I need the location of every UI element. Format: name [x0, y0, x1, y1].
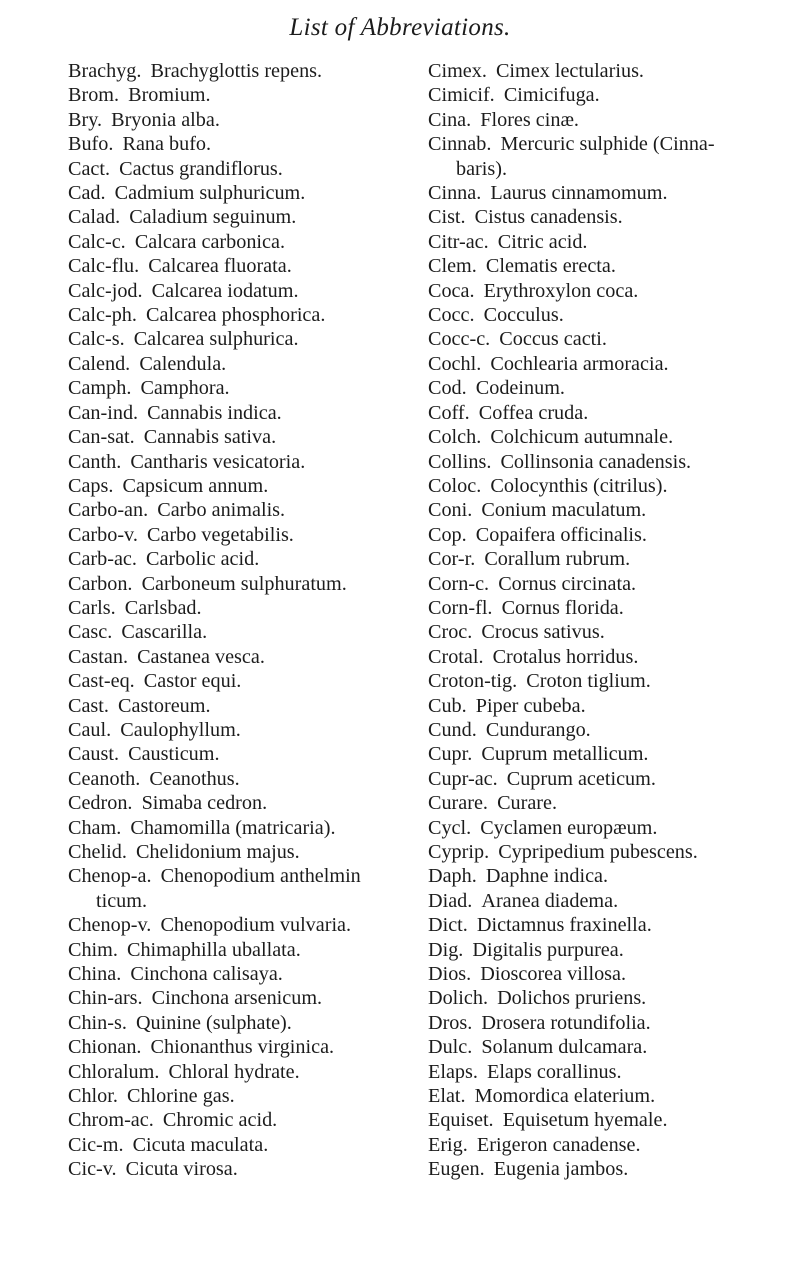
abbreviation-expansion: Dolichos pruriens.	[497, 987, 647, 1010]
abbreviation-entry	[68, 181, 368, 205]
abbreviation-term: Cedron.	[68, 792, 133, 815]
abbreviation-entry	[68, 840, 368, 864]
abbreviation-entry	[68, 1011, 368, 1035]
abbreviation-entry	[68, 1108, 368, 1132]
abbreviation-expansion: Cuprum aceticum.	[506, 767, 656, 790]
page-title: List of Abbreviations.	[289, 14, 511, 41]
abbreviation-entry	[68, 254, 368, 278]
abbreviation-term: Chenop-a.	[68, 865, 152, 888]
abbreviation-term: Collins.	[428, 450, 492, 473]
abbreviation-expansion: Colchicum autumnale.	[490, 426, 674, 449]
abbreviation-entry	[68, 620, 368, 644]
abbreviation-entry	[428, 962, 770, 986]
abbreviation-entry	[428, 840, 770, 864]
abbreviation-expansion: Carbo vegetabilis.	[146, 523, 294, 546]
abbreviation-term: Cyprip.	[428, 841, 490, 863]
abbreviation-expansion: Castor equi.	[143, 670, 242, 693]
abbreviation-term: Calc-flu.	[68, 255, 140, 278]
abbreviation-term: Brom.	[68, 84, 120, 107]
abbreviation-expansion: Daphne indica.	[485, 865, 609, 888]
abbreviation-entry	[68, 1133, 368, 1157]
abbreviation-entry	[428, 938, 770, 962]
abbreviation-expansion: Chenopodium vulvaria.	[160, 914, 352, 937]
abbreviation-term: Bry.	[68, 108, 103, 131]
abbreviation-entry	[68, 1035, 368, 1059]
abbreviation-expansion: Crocus sativus.	[481, 621, 605, 644]
abbreviation-expansion: Corallum rubrum.	[484, 548, 631, 571]
abbreviation-entry	[68, 205, 368, 229]
abbreviation-term: Carbo-v.	[68, 523, 138, 546]
abbreviation-entry	[68, 450, 368, 474]
abbreviation-entry	[68, 742, 368, 766]
abbreviation-expansion: Momordica elaterium.	[474, 1085, 656, 1108]
abbreviation-term: Chim.	[68, 938, 118, 961]
abbreviation-expansion: Codeinum.	[475, 377, 565, 400]
abbreviation-entry	[68, 1157, 368, 1181]
abbreviation-entry	[68, 694, 368, 718]
abbreviation-term: Dolich.	[428, 987, 488, 1010]
abbreviation-term: Dict.	[428, 914, 468, 937]
abbreviation-entry	[68, 645, 368, 669]
abbreviation-expansion: Cinchona arsenicum.	[151, 987, 323, 1010]
abbreviation-entry	[68, 83, 368, 107]
abbreviation-expansion: Brachyglottis repens.	[150, 60, 323, 82]
abbreviation-expansion: Carbo animalis.	[157, 499, 286, 522]
abbreviation-entry	[68, 669, 368, 693]
abbreviation-entry	[68, 474, 368, 498]
abbreviation-entry	[428, 864, 770, 888]
abbreviation-term: Caust.	[68, 743, 120, 766]
abbreviation-term: Clem.	[428, 255, 477, 278]
right-column	[428, 59, 770, 1182]
abbreviation-expansion: Colocynthis (citrilus).	[490, 474, 668, 497]
abbreviation-expansion: Piper cubeba.	[475, 694, 586, 717]
abbreviation-term: Chin-s.	[68, 1011, 127, 1034]
abbreviation-expansion-continued: ticum.	[96, 889, 148, 912]
abbreviation-term: Carbo-an.	[68, 499, 149, 522]
abbreviation-term: Eugen.	[428, 1158, 485, 1181]
abbreviation-entry	[428, 718, 770, 742]
abbreviation-entry	[428, 1133, 770, 1157]
abbreviation-entry	[428, 913, 770, 937]
abbreviation-entry	[68, 791, 368, 815]
abbreviation-entry	[428, 181, 770, 205]
abbreviation-expansion: Cannabis sativa.	[143, 426, 277, 449]
abbreviation-term: Castan.	[68, 645, 128, 668]
abbreviation-entry	[68, 303, 368, 327]
abbreviation-term: Cic-m.	[68, 1133, 124, 1156]
abbreviation-expansion: Castanea vesca.	[137, 645, 265, 668]
abbreviation-expansion: Castoreum.	[118, 694, 211, 717]
abbreviation-expansion: Collinsonia canadensis.	[500, 450, 692, 473]
abbreviation-term: Cimex.	[428, 60, 487, 82]
abbreviation-term: Chin-ars.	[68, 987, 143, 1010]
abbreviation-entry	[68, 572, 368, 596]
abbreviation-entry	[428, 547, 770, 571]
abbreviation-entry	[68, 108, 368, 132]
abbreviation-expansion: Calcarea phosphorica.	[146, 304, 326, 327]
abbreviation-term: Chrom-ac.	[68, 1109, 154, 1132]
abbreviation-entry	[428, 450, 770, 474]
abbreviation-expansion: Croton tiglium.	[526, 670, 651, 693]
abbreviation-expansion: Cicuta virosa.	[125, 1158, 238, 1181]
abbreviation-entry	[428, 474, 770, 498]
abbreviation-term: Cina.	[428, 108, 472, 131]
abbreviation-entry	[428, 1011, 770, 1035]
abbreviation-expansion: Cornus florida.	[501, 596, 624, 619]
abbreviation-expansion: Cochlearia armoracia.	[490, 352, 669, 375]
abbreviation-entry	[68, 498, 368, 522]
abbreviation-expansion: Cimex lectularius.	[495, 60, 644, 82]
abbreviation-term: Cub.	[428, 694, 467, 717]
abbreviation-entry	[428, 1108, 770, 1132]
abbreviation-term: Cinnab.	[428, 133, 492, 156]
abbreviation-expansion: Carlsbad.	[124, 596, 202, 619]
abbreviation-expansion: Cocculus.	[483, 304, 564, 327]
abbreviation-expansion: Cornus circinata.	[498, 572, 637, 595]
abbreviation-term: Calc-s.	[68, 328, 125, 351]
abbreviation-expansion: Calcara carbonica.	[134, 230, 285, 253]
abbreviation-expansion: Citric acid.	[497, 230, 588, 253]
abbreviation-term: Dulc.	[428, 1036, 473, 1059]
abbreviation-term: Caps.	[68, 474, 114, 497]
abbreviation-entry	[428, 83, 770, 107]
abbreviation-term: Calc-jod.	[68, 279, 143, 302]
abbreviation-term: Citr-ac.	[428, 230, 489, 253]
abbreviation-term: Can-ind.	[68, 401, 139, 424]
abbreviation-term: Chenop-v.	[68, 914, 152, 937]
abbreviation-entry	[68, 376, 368, 400]
abbreviation-entry	[68, 279, 368, 303]
abbreviation-term: Cimicif.	[428, 84, 495, 107]
abbreviation-expansion: Erythroxylon coca.	[483, 279, 639, 302]
abbreviation-entry	[68, 523, 368, 547]
abbreviation-entry	[428, 376, 770, 400]
abbreviation-entry	[68, 986, 368, 1010]
abbreviation-entry	[428, 572, 770, 596]
abbreviation-entry	[428, 816, 770, 840]
abbreviation-expansion: Mercuric sulphide (Cinna-	[500, 133, 715, 156]
abbreviation-expansion: Camphora.	[140, 377, 230, 400]
abbreviation-expansion: Calcarea fluorata.	[148, 255, 292, 278]
abbreviation-term: Cast-eq.	[68, 670, 135, 693]
abbreviation-expansion: Cuprum metallicum.	[481, 743, 649, 766]
abbreviation-expansion: Chloral hydrate.	[168, 1060, 300, 1083]
abbreviation-expansion: Cyclamen europæum.	[480, 816, 658, 839]
abbreviation-expansion-continued: baris).	[456, 157, 508, 180]
abbreviation-entry	[428, 1035, 770, 1059]
abbreviation-entry	[428, 205, 770, 229]
abbreviation-entry	[68, 401, 368, 425]
abbreviation-entry	[428, 279, 770, 303]
abbreviation-term: Cham.	[68, 816, 122, 839]
abbreviation-term: Coloc.	[428, 474, 482, 497]
abbreviation-entry	[68, 547, 368, 571]
abbreviation-entry	[428, 1060, 770, 1084]
abbreviation-expansion: Aranea diadema.	[481, 889, 619, 912]
abbreviation-expansion: Cadmium sulphuricum.	[114, 182, 306, 205]
abbreviation-term: Cycl.	[428, 816, 472, 839]
abbreviation-term: Corn-c.	[428, 572, 490, 595]
abbreviation-expansion: Carboneum sulphuratum.	[141, 572, 347, 595]
abbreviation-expansion: Chromic acid.	[162, 1109, 278, 1132]
abbreviation-entry	[68, 327, 368, 351]
abbreviation-term: Cod.	[428, 377, 467, 400]
abbreviation-expansion: Rana bufo.	[122, 133, 212, 156]
abbreviation-term: Cinna.	[428, 182, 482, 205]
abbreviation-term: Coca.	[428, 279, 475, 302]
abbreviation-expansion: Cascarilla.	[121, 621, 208, 644]
abbreviation-entry	[68, 864, 368, 913]
abbreviation-term: Cad.	[68, 182, 106, 205]
abbreviation-expansion: Coccus cacti.	[499, 328, 607, 351]
abbreviation-expansion: Cantharis vesicatoria.	[130, 450, 306, 473]
abbreviation-term: Cochl.	[428, 352, 482, 375]
abbreviation-expansion: Conium maculatum.	[481, 499, 647, 522]
abbreviation-term: Calend.	[68, 352, 131, 375]
abbreviation-expansion: Cimicifuga.	[503, 84, 600, 107]
abbreviation-expansion: Digitalis purpurea.	[472, 938, 624, 961]
abbreviation-entry	[68, 767, 368, 791]
abbreviation-entry	[428, 303, 770, 327]
abbreviation-term: Ceanoth.	[68, 767, 141, 790]
abbreviation-term: Daph.	[428, 865, 477, 888]
abbreviation-term: Chionan.	[68, 1036, 142, 1059]
abbreviation-term: Brachyg.	[68, 60, 142, 82]
abbreviation-expansion: Dictamnus fraxinella.	[476, 914, 652, 937]
abbreviation-term: Coff.	[428, 401, 470, 424]
abbreviation-entry	[428, 132, 770, 181]
abbreviation-expansion: Quinine (sulphate).	[135, 1011, 292, 1034]
abbreviation-expansion: Equisetum hyemale.	[502, 1109, 668, 1132]
abbreviation-expansion: Clematis erecta.	[485, 255, 616, 278]
abbreviation-term: Corn-fl.	[428, 596, 493, 619]
abbreviation-term: Colch.	[428, 426, 482, 449]
abbreviation-entry	[428, 425, 770, 449]
abbreviation-entry	[68, 962, 368, 986]
abbreviation-term: Chelid.	[68, 841, 127, 863]
abbreviation-expansion: Flores cinæ.	[480, 108, 579, 131]
abbreviation-expansion: Chlorine gas.	[127, 1085, 235, 1108]
abbreviation-entry	[68, 913, 368, 937]
abbreviation-term: Elat.	[428, 1085, 466, 1108]
abbreviation-term: Canth.	[68, 450, 122, 473]
abbreviation-term: Elaps.	[428, 1060, 478, 1083]
abbreviation-expansion: Crotalus horridus.	[492, 645, 639, 668]
abbreviation-entry	[68, 1060, 368, 1084]
abbreviation-term: Bufo.	[68, 133, 114, 156]
abbreviation-expansion: Curare.	[497, 792, 558, 815]
abbreviation-term: China.	[68, 963, 122, 986]
abbreviation-term: Dios.	[428, 963, 472, 986]
abbreviation-term: Cocc-c.	[428, 328, 491, 351]
left-column	[68, 59, 368, 1182]
abbreviation-term: Dig.	[428, 938, 464, 961]
abbreviation-expansion: Cypripedium pubescens.	[498, 841, 698, 863]
abbreviation-entry	[428, 401, 770, 425]
abbreviation-term: Camph.	[68, 377, 132, 400]
abbreviation-entry	[68, 230, 368, 254]
abbreviation-term: Carbon.	[68, 572, 133, 595]
abbreviation-entry	[428, 596, 770, 620]
abbreviation-entry	[428, 767, 770, 791]
abbreviation-expansion: Ceanothus.	[149, 767, 240, 790]
abbreviation-entry	[68, 157, 368, 181]
abbreviation-expansion: Bryonia alba.	[111, 108, 220, 131]
abbreviation-term: Cupr.	[428, 743, 473, 766]
abbreviation-term: Croc.	[428, 621, 473, 644]
abbreviation-expansion: Caulophyllum.	[120, 718, 241, 741]
abbreviation-entry	[428, 889, 770, 913]
abbreviation-entry	[428, 986, 770, 1010]
abbreviation-expansion: Calcarea sulphurica.	[133, 328, 299, 351]
abbreviation-entry	[428, 742, 770, 766]
abbreviation-term: Diad.	[428, 889, 473, 912]
abbreviation-term: Cop.	[428, 523, 467, 546]
abbreviation-term: Crotal.	[428, 645, 484, 668]
abbreviation-expansion: Calcarea iodatum.	[151, 279, 299, 302]
abbreviation-entry	[428, 254, 770, 278]
abbreviation-expansion: Capsicum annum.	[122, 474, 269, 497]
abbreviation-expansion: Laurus cinnamomum.	[490, 182, 668, 205]
abbreviation-expansion: Chenopodium anthelmin	[160, 865, 361, 888]
abbreviation-term: Erig.	[428, 1133, 468, 1156]
abbreviation-entry	[68, 59, 368, 83]
abbreviation-entry	[428, 1084, 770, 1108]
abbreviation-expansion: Copaifera officinalis.	[475, 523, 647, 546]
abbreviation-entry	[68, 938, 368, 962]
abbreviation-expansion: Chelidonium majus.	[135, 841, 300, 863]
abbreviation-expansion: Chionanthus virginica.	[150, 1036, 335, 1059]
abbreviation-term: Caul.	[68, 718, 112, 741]
abbreviation-term: Calad.	[68, 206, 121, 229]
abbreviation-term: Cist.	[428, 206, 466, 229]
abbreviation-expansion: Chamomilla (matricaria).	[130, 816, 336, 839]
abbreviation-term: Cic-v.	[68, 1158, 117, 1181]
abbreviation-entry	[428, 1157, 770, 1181]
abbreviation-entry	[428, 669, 770, 693]
abbreviation-entry	[428, 230, 770, 254]
abbreviation-entry	[68, 816, 368, 840]
abbreviation-entry	[428, 791, 770, 815]
abbreviation-term: Dros.	[428, 1011, 473, 1034]
abbreviation-expansion: Dioscorea villosa.	[480, 963, 627, 986]
abbreviation-entry	[428, 108, 770, 132]
abbreviation-expansion: Caladium seguinum.	[129, 206, 297, 229]
abbreviation-entry	[68, 132, 368, 156]
abbreviation-entry	[68, 425, 368, 449]
abbreviation-entry	[428, 59, 770, 83]
abbreviation-expansion: Bromium.	[128, 84, 211, 107]
abbreviation-entry	[428, 645, 770, 669]
abbreviation-term: Croton-tig.	[428, 670, 518, 693]
abbreviation-term: Calc-c.	[68, 230, 126, 253]
abbreviation-expansion: Eugenia jambos.	[493, 1158, 629, 1181]
abbreviation-expansion: Drosera rotundifolia.	[481, 1011, 651, 1034]
abbreviation-term: Chloralum.	[68, 1060, 160, 1083]
abbreviation-entry	[428, 327, 770, 351]
abbreviation-entry	[428, 694, 770, 718]
abbreviation-entry	[68, 596, 368, 620]
abbreviation-expansion: Chimaphilla uballata.	[127, 938, 301, 961]
abbreviation-term: Cupr-ac.	[428, 767, 498, 790]
abbreviation-expansion: Calendula.	[139, 352, 227, 375]
abbreviation-term: Coni.	[428, 499, 473, 522]
abbreviation-term: Equiset.	[428, 1109, 494, 1132]
abbreviation-expansion: Cinchona calisaya.	[130, 963, 283, 986]
abbreviation-entry	[428, 620, 770, 644]
abbreviation-entry	[428, 523, 770, 547]
abbreviation-expansion: Erigeron canadense.	[476, 1133, 641, 1156]
abbreviation-term: Cund.	[428, 718, 477, 741]
abbreviation-expansion: Causticum.	[128, 743, 220, 766]
abbreviation-term: Cor-r.	[428, 548, 476, 571]
abbreviation-entry	[428, 498, 770, 522]
abbreviation-expansion: Coffea cruda.	[478, 401, 589, 424]
abbreviation-entry	[68, 1084, 368, 1108]
abbreviation-expansion: Cannabis indica.	[147, 401, 282, 424]
abbreviation-expansion: Carbolic acid.	[146, 548, 260, 571]
abbreviation-term: Cocc.	[428, 304, 475, 327]
abbreviation-term: Cast.	[68, 694, 109, 717]
abbreviation-term: Calc-ph.	[68, 304, 137, 327]
abbreviation-expansion: Elaps corallinus.	[486, 1060, 622, 1083]
abbreviation-expansion: Cundurango.	[485, 718, 591, 741]
abbreviation-term: Carb-ac.	[68, 548, 137, 571]
abbreviation-term: Casc.	[68, 621, 113, 644]
abbreviation-expansion: Simaba cedron.	[141, 792, 268, 815]
abbreviation-term: Can-sat.	[68, 426, 135, 449]
abbreviation-term: Curare.	[428, 792, 488, 815]
abbreviation-entry	[68, 718, 368, 742]
abbreviation-expansion: Cicuta maculata.	[132, 1133, 269, 1156]
abbreviation-expansion: Cactus grandiflorus.	[119, 157, 283, 180]
abbreviation-expansion: Cistus canadensis.	[474, 206, 623, 229]
abbreviation-term: Cact.	[68, 157, 111, 180]
abbreviation-entry	[428, 352, 770, 376]
abbreviation-expansion: Solanum dulcamara.	[481, 1036, 648, 1059]
abbreviation-term: Carls.	[68, 596, 116, 619]
abbreviation-term: Chlor.	[68, 1085, 118, 1108]
abbreviation-entry	[68, 352, 368, 376]
